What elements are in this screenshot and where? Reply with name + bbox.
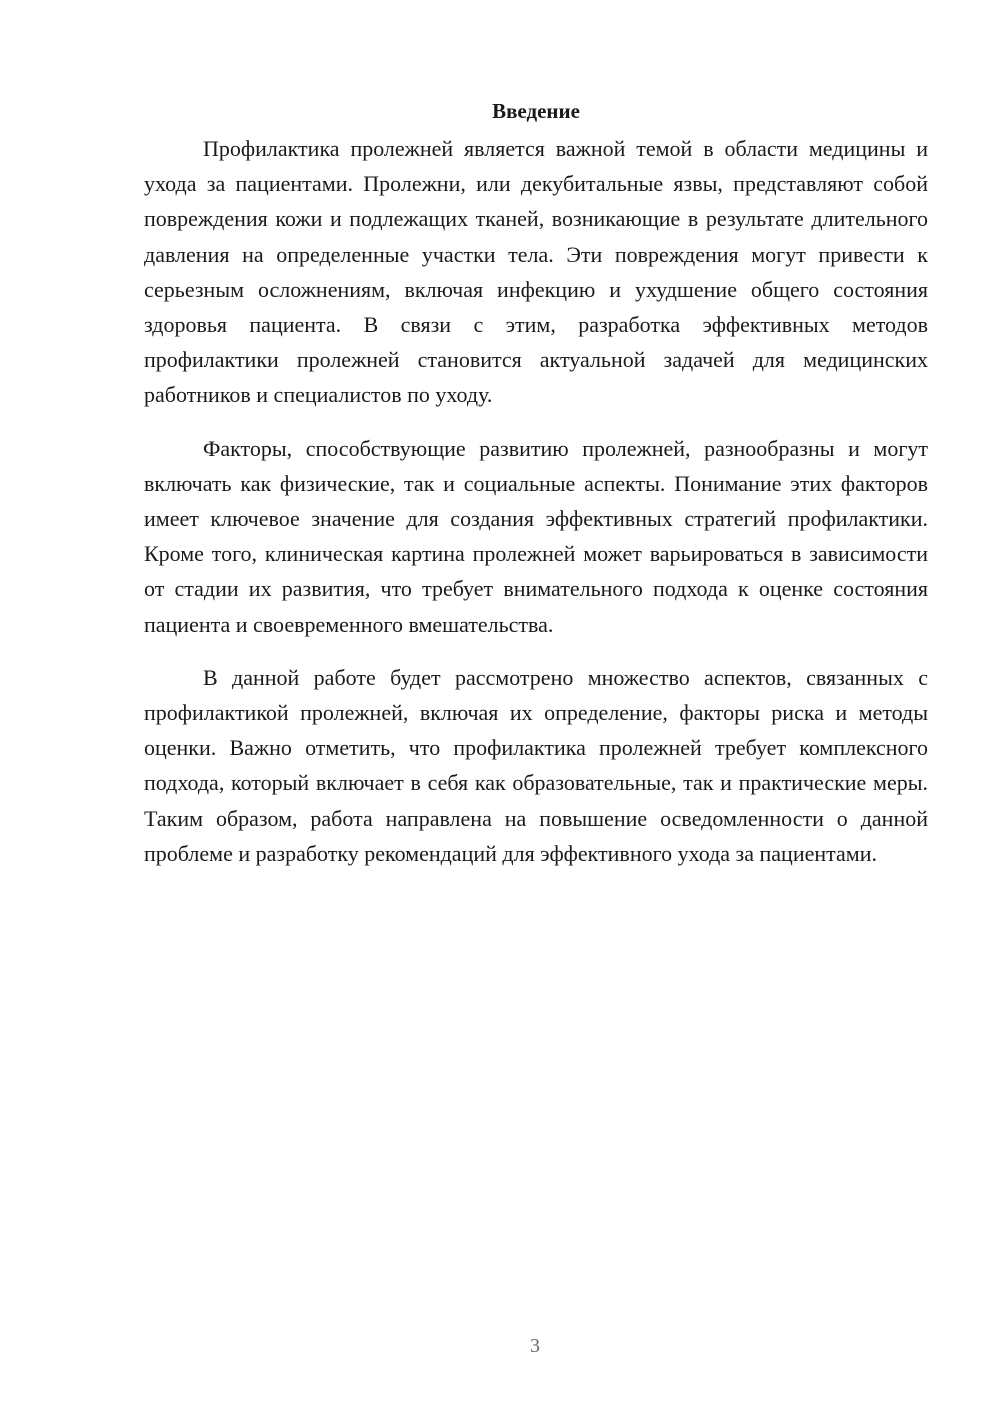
paragraph-intro: Профилактика пролежней является важной темой в области медицины и ухода за пациентами. Пролежни, или декубитальные язвы, представляют собой повреждения кожи и подлежащих тканей, возникающие в результате длительного давления на определенные участки тела. Эти повреждения могут привести к серьезным осложнениям, включая инфекцию и ухудшение общего состояния здоровья пациента. В связи с этим, разработка эффективных методов профилактики пролежней становится актуальной задачей для медицинских работников и специалистов по уходу. xyxy=(144,136,928,408)
page-content xyxy=(144,94,928,889)
paragraph-factors: Факторы, способствующие развитию пролежней, разнообразны и могут включать как физические, так и социальные аспекты. Понимание этих факторов имеет ключевое значение для создания эффективных стратегий профилактики. Кроме того, клиническая картина пролежней может варьироваться в зависимости от стадии их развития, что требует внимательного подхода к оценке состояния пациента и своевременного вмешательства. xyxy=(144,435,928,637)
section-title: Введение xyxy=(492,99,580,123)
page-number: 3 xyxy=(530,1335,540,1357)
paragraph-scope: В данной работе будет рассмотрено множество аспектов, связанных с профилактикой пролежней, включая их определение, факторы риска и методы оценки. Важно отметить, что профилактика пролежней требует комплексного подхода, который включает в себя как образовательные, так и практические меры. Таким образом, работа направлена на повышение осведомленности о данной проблеме и разработку рекомендаций для эффективного ухода за пациентами. xyxy=(144,664,928,866)
